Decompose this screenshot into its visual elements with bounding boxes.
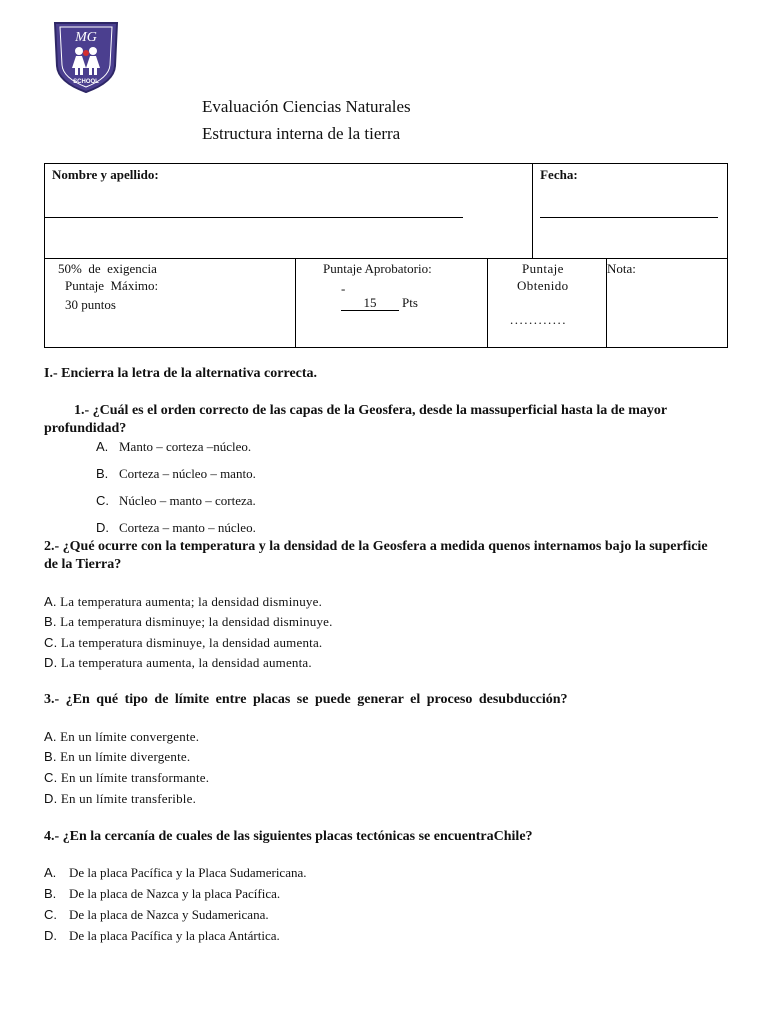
aprobatorio-value: 15 bbox=[341, 296, 399, 311]
q3-option-d[interactable]: D. En un límite transferible. bbox=[44, 791, 197, 806]
q3-option-b[interactable]: B. En un límite divergente. bbox=[44, 749, 191, 764]
aprobatorio-label: Puntaje Aprobatorio: bbox=[323, 261, 432, 276]
puntaje-maximo-text: Puntaje Máximo: bbox=[65, 278, 159, 293]
logo-top-text: MG bbox=[75, 30, 97, 45]
student-info-table bbox=[44, 163, 728, 348]
q1-option-c[interactable]: C. Núcleo – manto – corteza. bbox=[96, 493, 256, 508]
name-line[interactable] bbox=[45, 217, 463, 218]
question-2: 2.- ¿Qué ocurre con la temperatura y la densidad de la Geosfera a medida quenos internamos bajo la superficie de la Tierra? bbox=[44, 539, 708, 572]
obtenido-cell bbox=[488, 259, 607, 348]
q2-option-a[interactable]: A. La temperatura aumenta; la densidad disminuye. bbox=[44, 594, 323, 609]
obtenido-label-1: Puntaje bbox=[522, 261, 564, 276]
exigencia-text: 50% de exigencia bbox=[58, 261, 157, 276]
question-4: 4.- ¿En la cercanía de cuales de las siguientes placas tectónicas se encuentraChile? bbox=[44, 829, 533, 844]
q1-option-d[interactable]: D. Corteza – manto – núcleo. bbox=[96, 520, 256, 535]
section-title: I.- Encierra la letra de la alternativa correcta. bbox=[44, 366, 318, 381]
name-cell[interactable] bbox=[45, 164, 533, 259]
date-line[interactable] bbox=[540, 217, 718, 218]
question-1: 1.- ¿Cuál es el orden correcto de las capas de la Geosfera, desde la massuperficial hasta la de mayor profundidad? bbox=[44, 403, 667, 436]
nota-label: Nota: bbox=[607, 261, 636, 276]
q2-option-d[interactable]: D. La temperatura aumenta, la densidad aumenta. bbox=[44, 655, 312, 670]
school-logo bbox=[52, 20, 120, 94]
q1-option-b[interactable]: B. Corteza – núcleo – manto. bbox=[96, 466, 256, 481]
date-cell[interactable] bbox=[533, 164, 728, 259]
obtenido-dots[interactable]: ............ bbox=[510, 312, 567, 327]
q4-option-c[interactable]: C. De la placa de Nazca y Sudamericana. bbox=[44, 907, 269, 922]
q4-option-a[interactable]: A. De la placa Pacífica y la Placa Sudamericana. bbox=[44, 865, 307, 880]
question-3: 3.- ¿En qué tipo de límite entre placas se puede generar el proceso desubducción? bbox=[44, 692, 568, 707]
aprobatorio-dash: - bbox=[341, 281, 346, 296]
date-label: Fecha: bbox=[540, 167, 578, 182]
exigencia-cell bbox=[45, 259, 296, 348]
puntos-text: 30 puntos bbox=[65, 297, 116, 312]
q3-option-c[interactable]: C. En un límite transformante. bbox=[44, 770, 210, 785]
aprobatorio-cell bbox=[296, 259, 488, 348]
q2-option-b[interactable]: B. La temperatura disminuye; la densidad disminuye. bbox=[44, 614, 333, 629]
obtenido-label-2: Obtenido bbox=[517, 278, 569, 293]
page-title: Evaluación Ciencias Naturales bbox=[202, 97, 411, 116]
q3-option-a[interactable]: A. En un límite convergente. bbox=[44, 729, 200, 744]
logo-bottom-text: SCHOOL bbox=[73, 79, 99, 85]
q2-option-c[interactable]: C. La temperatura disminuye, la densidad aumenta. bbox=[44, 635, 323, 650]
nota-cell[interactable] bbox=[607, 259, 728, 348]
name-label: Nombre y apellido: bbox=[52, 167, 159, 182]
page-subtitle: Estructura interna de la tierra bbox=[202, 124, 401, 143]
q4-option-d[interactable]: D. De la placa Pacífica y la placa Antártica. bbox=[44, 928, 280, 943]
q4-option-b[interactable]: B. De la placa de Nazca y la placa Pacífica. bbox=[44, 886, 281, 901]
aprobatorio-unit: Pts bbox=[402, 295, 418, 310]
q1-option-a[interactable]: A. Manto – corteza –núcleo. bbox=[96, 439, 252, 454]
